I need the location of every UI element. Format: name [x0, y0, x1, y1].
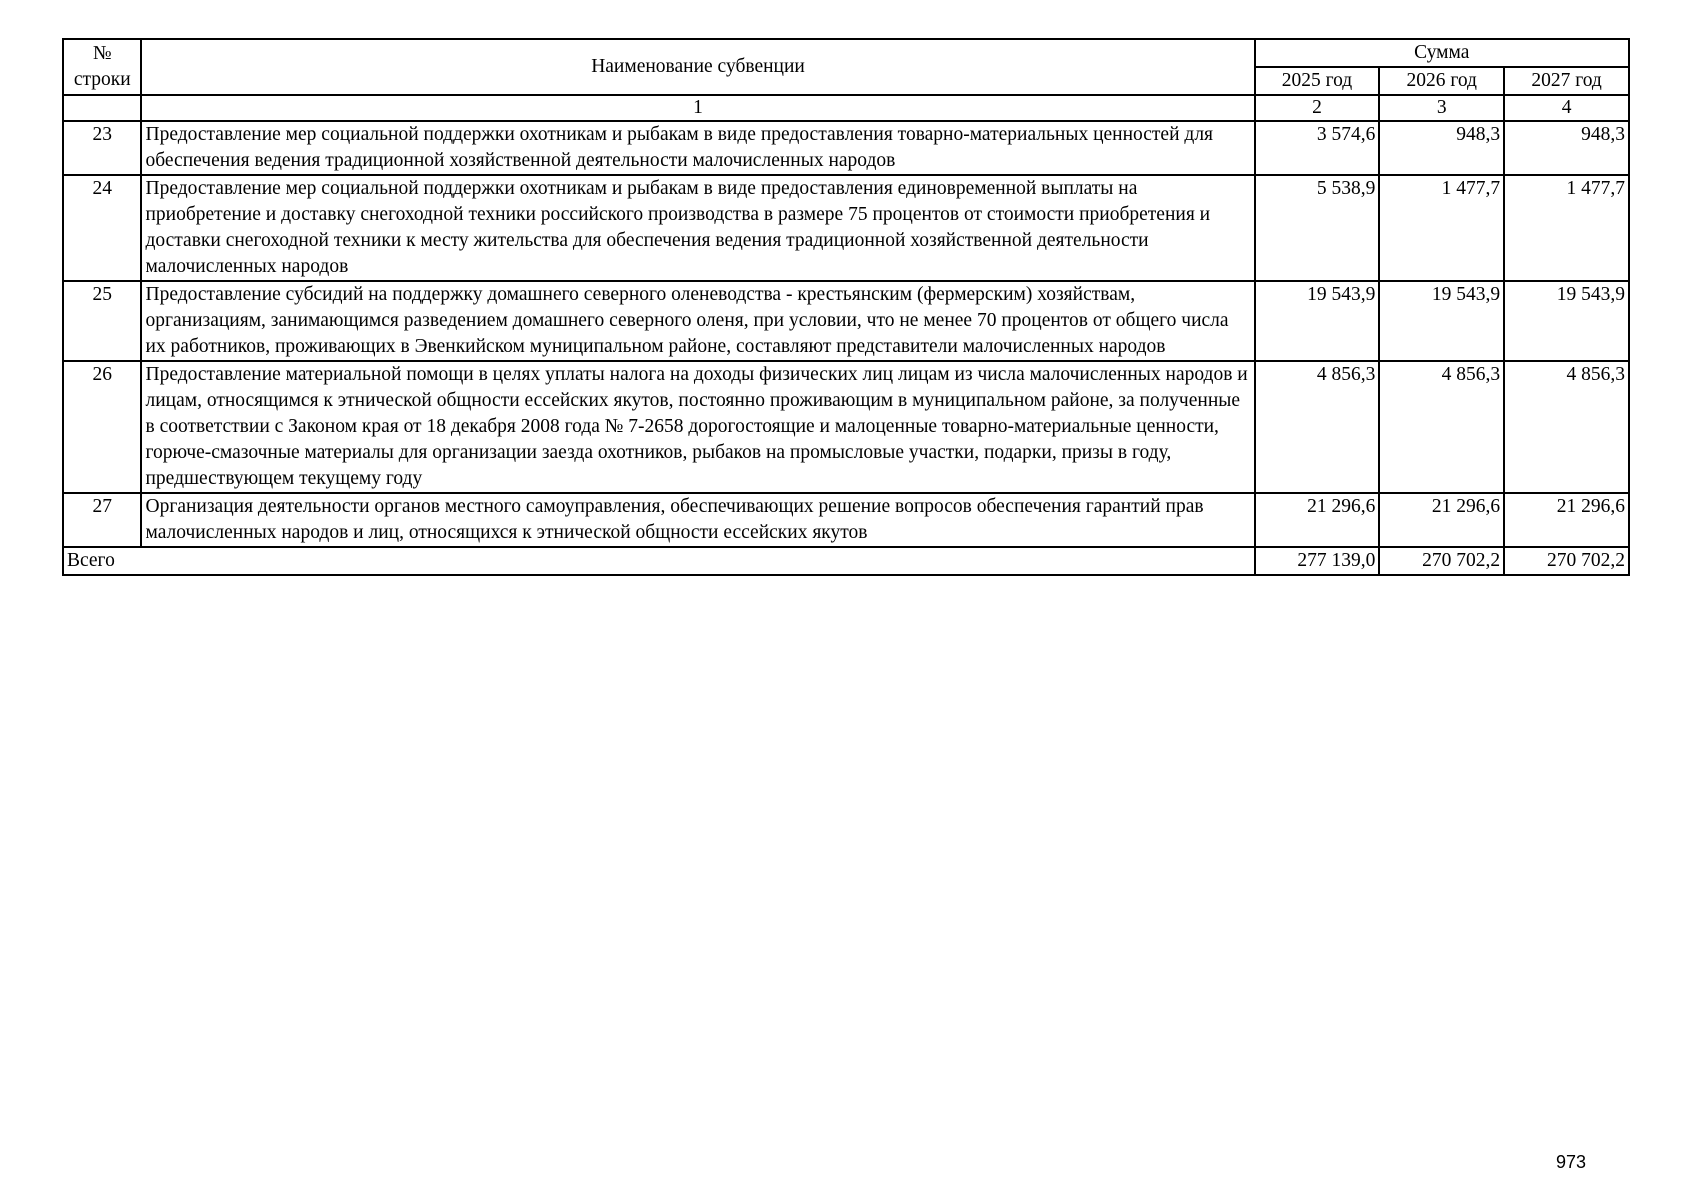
subvention-name: Организация деятельности органов местного самоуправления, обеспечивающих решение вопросов обеспечения гарантий прав малочисленных народов и лиц, относящихся к этнической общности ессейских якутов: [141, 493, 1254, 547]
amount-2026: 21 296,6: [1379, 493, 1504, 547]
row-number-header: № строки: [63, 39, 141, 95]
year-2027-header: 2027 год: [1504, 67, 1629, 95]
table-row: [63, 121, 1629, 175]
sum-header: Сумма: [1255, 39, 1629, 67]
amount-2025: 5 538,9: [1255, 175, 1380, 281]
table-row: [63, 175, 1629, 281]
amount-2025: 3 574,6: [1255, 121, 1380, 175]
year-2026-header: 2026 год: [1379, 67, 1504, 95]
amount-2027: 21 296,6: [1504, 493, 1629, 547]
year-2025-header: 2025 год: [1255, 67, 1380, 95]
amount-2026: 19 543,9: [1379, 281, 1504, 361]
subvention-name: Предоставление субсидий на поддержку домашнего северного оленеводства - крестьянским (фермерским) хозяйствам, организациям, занимающимся разведением домашнего северного оленя, при условии, что не менее 70 процентов от общего числа их работников, проживающих в Эвенкийском муниципальном районе, составляют представители малочисленных народов: [141, 281, 1254, 361]
amount-2025: 19 543,9: [1255, 281, 1380, 361]
table-row: [63, 281, 1629, 361]
page-number: 973: [1556, 1152, 1587, 1172]
column-index-cell: 2: [1255, 95, 1380, 121]
column-index-cell: 4: [1504, 95, 1629, 121]
total-2027: 270 702,2: [1504, 547, 1629, 575]
row-number: 25: [63, 281, 141, 361]
amount-2027: 19 543,9: [1504, 281, 1629, 361]
row-number: 24: [63, 175, 141, 281]
amount-2026: 1 477,7: [1379, 175, 1504, 281]
table-row: [63, 361, 1629, 493]
table-row: [63, 493, 1629, 547]
amount-2026: 948,3: [1379, 121, 1504, 175]
amount-2025: 21 296,6: [1255, 493, 1380, 547]
subvention-name: Предоставление мер социальной поддержки охотникам и рыбакам в виде предоставления единовременной выплаты на приобретение и доставку снегоходной техники российского производства в размере 75 процентов от стоимости приобретения и доставки снегоходной техники к месту жительства для обеспечения ведения традиционной хозяйственной деятельности малочисленных народов: [141, 175, 1254, 281]
subvention-name: Предоставление материальной помощи в целях уплаты налога на доходы физических лиц лицам из числа малочисленных народов и лицам, относящимся к этнической общности ессейских якутов, постоянно проживающим в муниципальном районе, за полученные в соответствии с Законом края от 18 декабря 2008 года № 7-2658 дорогостоящие и малоценные товарно-материальные ценности, горюче-смазочные материалы для организации заезда охотников, рыбаков на промысловые участки, подарки, призы в году, предшествующем текущему году: [141, 361, 1254, 493]
header-row-1: [63, 39, 1629, 67]
total-row: [63, 547, 1629, 575]
amount-2026: 4 856,3: [1379, 361, 1504, 493]
subvention-table: [62, 38, 1630, 576]
subvention-name-header: Наименование субвенции: [141, 39, 1254, 95]
amount-2027: 4 856,3: [1504, 361, 1629, 493]
column-index-row: [63, 95, 1629, 121]
row-number: 23: [63, 121, 141, 175]
amount-2027: 1 477,7: [1504, 175, 1629, 281]
column-index-cell: 3: [1379, 95, 1504, 121]
amount-2025: 4 856,3: [1255, 361, 1380, 493]
total-2026: 270 702,2: [1379, 547, 1504, 575]
subvention-name: Предоставление мер социальной поддержки охотникам и рыбакам в виде предоставления товарно-материальных ценностей для обеспечения ведения традиционной хозяйственной деятельности малочисленных народов: [141, 121, 1254, 175]
row-number: 26: [63, 361, 141, 493]
column-index-cell: 1: [141, 95, 1254, 121]
row-number: 27: [63, 493, 141, 547]
amount-2027: 948,3: [1504, 121, 1629, 175]
total-label: Всего: [63, 547, 1255, 575]
total-2025: 277 139,0: [1255, 547, 1380, 575]
column-index-cell: [63, 95, 141, 121]
